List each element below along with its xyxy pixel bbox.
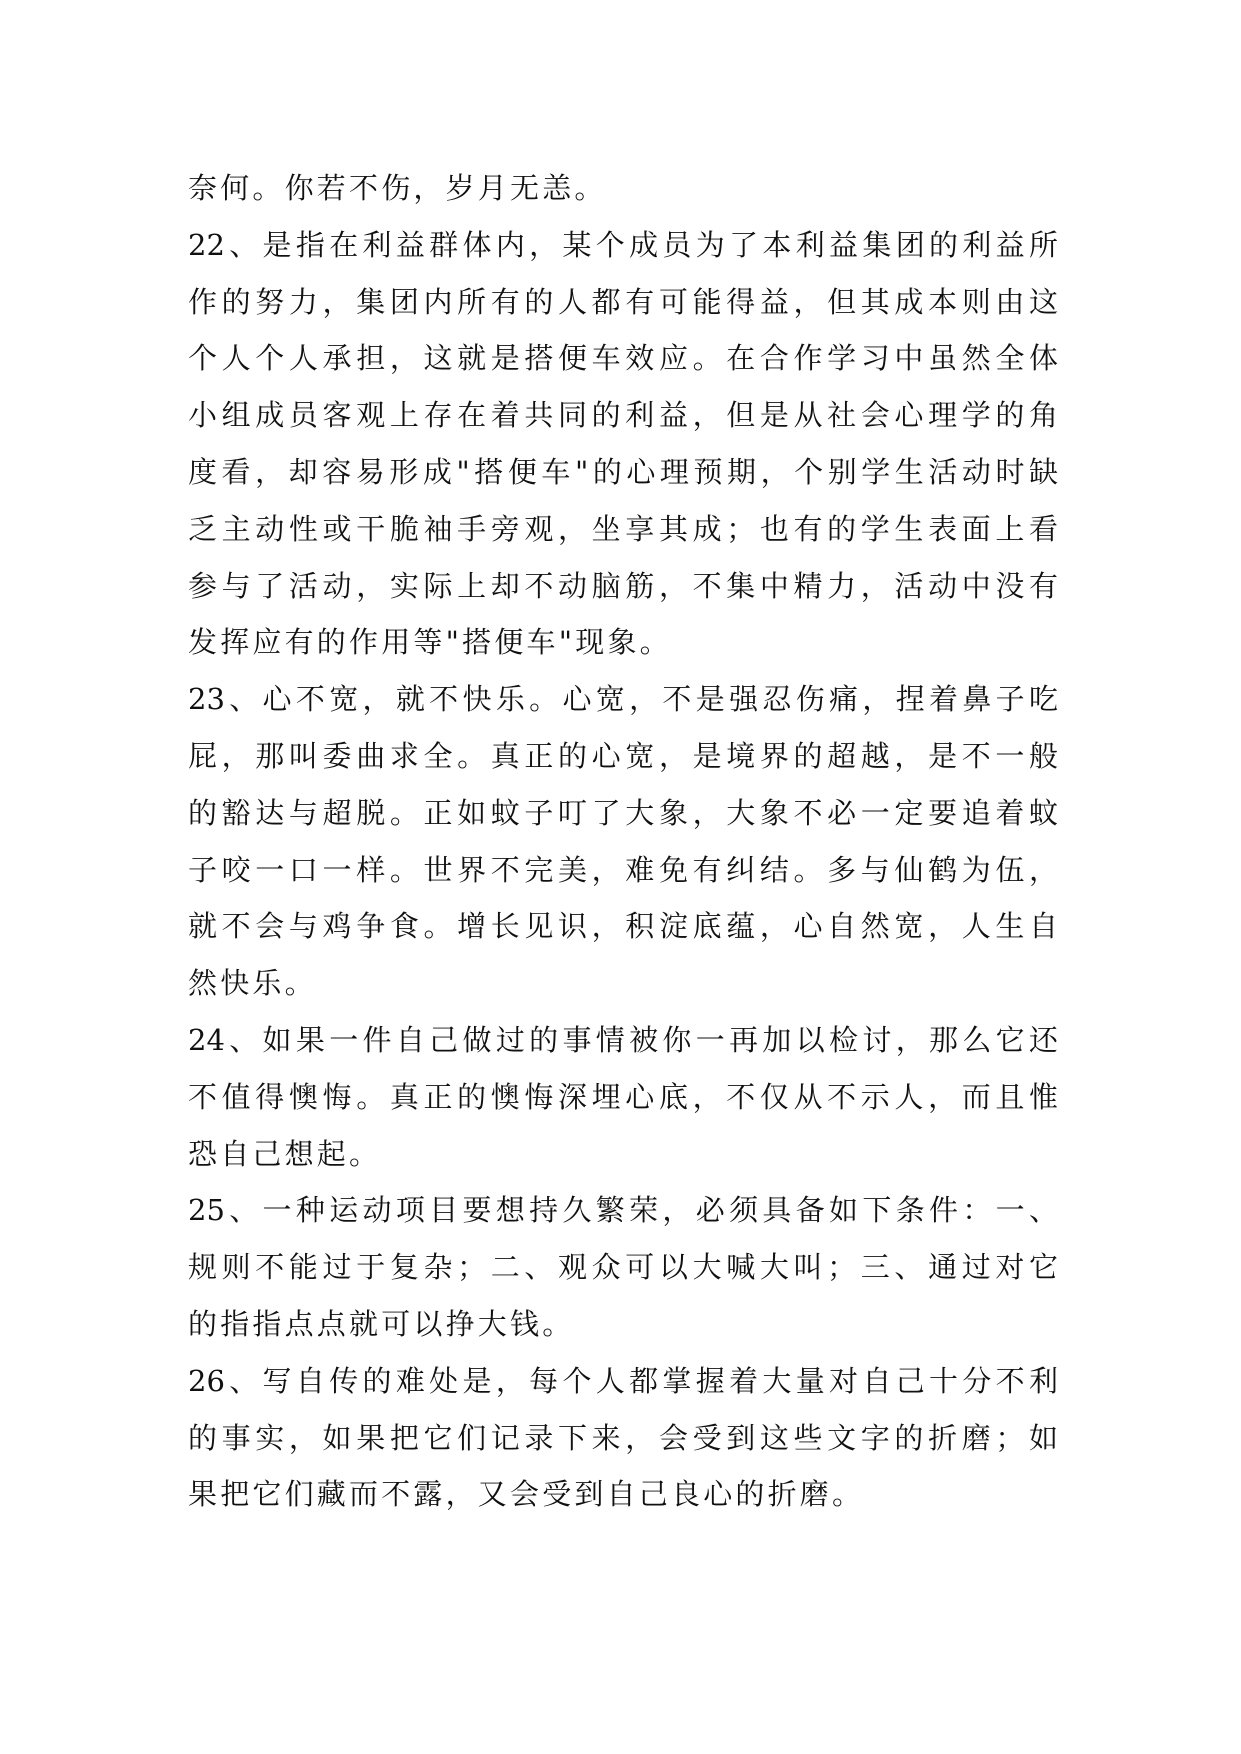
text-line: 乏主动性或干脆袖手旁观，坐享其成；也有的学生表面上看 (188, 511, 1058, 546)
text-line: 的指指点点就可以挣大钱。 (188, 1306, 575, 1341)
text-line: 恐自己想起。 (188, 1136, 382, 1171)
document-body (188, 160, 1058, 1523)
text-line: 个人个人承担，这就是搭便车效应。在合作学习中虽然全体 (188, 341, 1058, 376)
text-line: 不值得懊悔。真正的懊悔深埋心底，不仅从不示人，而且惟 (188, 1079, 1058, 1114)
text-line: 然快乐。 (188, 966, 317, 1001)
text-line: 度看，却容易形成"搭便车"的心理预期，个别学生活动时缺 (188, 454, 1058, 489)
text-line: 小组成员客观上存在着共同的利益，但是从社会心理学的角 (188, 398, 1058, 433)
text-line: 24、如果一件自己做过的事情被你一再加以检讨，那么它还 (188, 1022, 1058, 1057)
text-line: 25、一种运动项目要想持久繁荣，必须具备如下条件：一、 (188, 1193, 1058, 1228)
text-line: 作的努力，集团内所有的人都有可能得益，但其成本则由这 (188, 284, 1058, 319)
text-line: 26、写自传的难处是，每个人都掌握着大量对自己十分不利 (188, 1363, 1058, 1398)
text-line: 的事实，如果把它们记录下来，会受到这些文字的折磨；如 (188, 1420, 1058, 1455)
text-line: 果把它们藏而不露，又会受到自己良心的折磨。 (188, 1477, 865, 1512)
text-line: 就不会与鸡争食。增长见识，积淀底蕴，心自然宽，人生自 (188, 909, 1058, 944)
text-line: 发挥应有的作用等"搭便车"现象。 (188, 625, 672, 660)
text-line: 奈何。你若不伤，岁月无恙。 (188, 171, 607, 205)
text-line: 规则不能过于复杂；二、观众可以大喊大叫；三、通过对它 (188, 1250, 1058, 1285)
text-line: 的豁达与超脱。正如蚊子叮了大象，大象不必一定要追着蚊 (188, 795, 1058, 830)
text-line: 22、是指在利益群体内，某个成员为了本利益集团的利益所 (188, 227, 1058, 262)
text-line: 屁，那叫委曲求全。真正的心宽，是境界的超越，是不一般 (188, 738, 1058, 773)
text-line: 参与了活动，实际上却不动脑筋，不集中精力，活动中没有 (188, 568, 1058, 603)
text-line: 23、心不宽，就不快乐。心宽，不是强忍伤痛，捏着鼻子吃 (188, 682, 1058, 717)
text-line: 子咬一口一样。世界不完美，难免有纠结。多与仙鹤为伍， (188, 852, 1058, 887)
